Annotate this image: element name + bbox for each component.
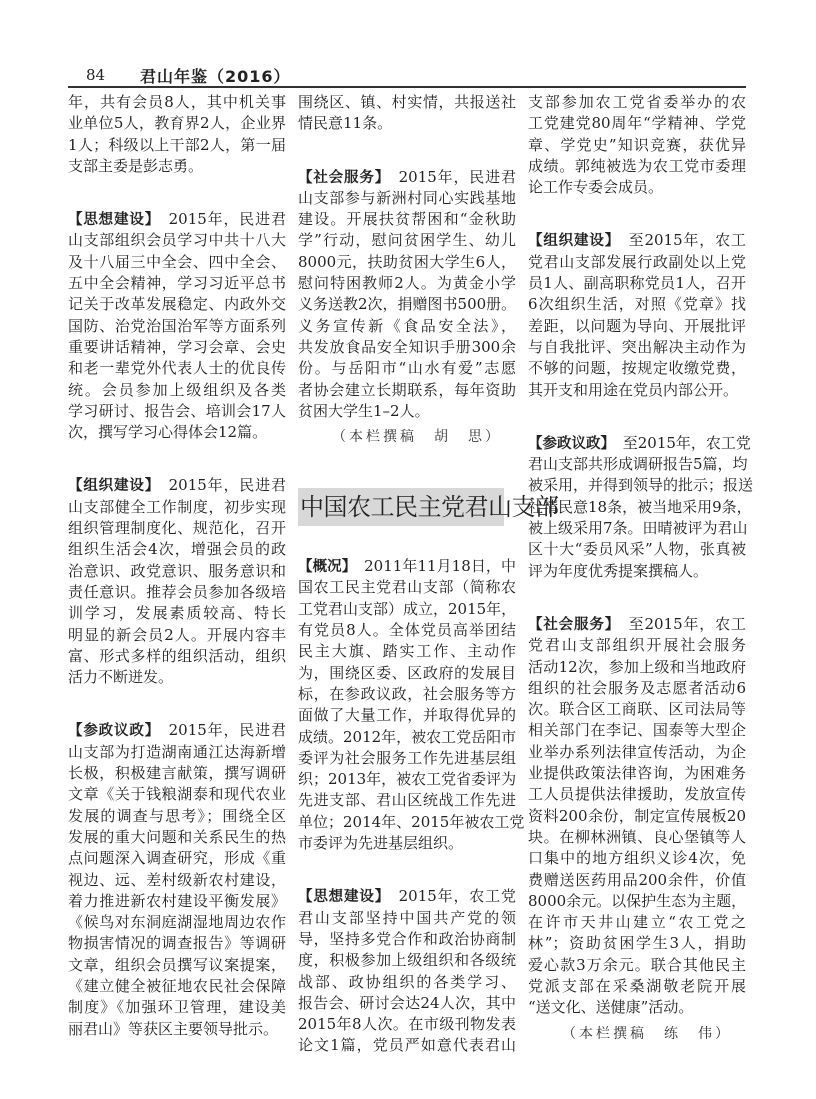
- text-line: [528, 657, 746, 678]
- line-text: 组织管理制度化、规范化，召开: [68, 519, 286, 538]
- text-line: [528, 678, 746, 699]
- line-text: 2015年，民进君: [152, 721, 286, 740]
- line-text: 6次组织生活，对照《党章》找: [528, 295, 746, 314]
- line-text: 评为年度优秀提案撰稿人。: [528, 561, 709, 580]
- section-heading: 【思想建设】: [298, 889, 383, 906]
- text-line: [528, 358, 746, 379]
- line-text: 明显的新会员2人。开展内容丰: [68, 625, 286, 644]
- line-text: 份。与岳阳市“山水有爱”志愿: [298, 359, 516, 378]
- text-line: [298, 92, 516, 113]
- line-text: 在许市天井山建立“农工党之: [528, 913, 746, 932]
- text-line: [298, 620, 516, 641]
- paragraph: [68, 209, 286, 443]
- text-line: [298, 769, 516, 790]
- line-text: 报告会、研讨会达24人次，其中: [298, 993, 516, 1012]
- line-text: 记关于改革发展稳定、内政外交: [68, 295, 286, 314]
- text-line: [68, 156, 286, 177]
- text-line: [528, 827, 746, 848]
- line-text: 8000余元。以保护生态为主题，: [528, 891, 747, 910]
- text-line: [528, 156, 746, 177]
- line-text: 点问题深入调查研究，形成《重: [68, 849, 286, 868]
- line-text: 先进支部、君山区统战工作先进: [298, 791, 516, 810]
- text-line: [68, 955, 286, 976]
- line-text: 为，围绕区委、区政府的发展目: [298, 663, 516, 682]
- text-line: [68, 933, 286, 954]
- section-heading: 【思想建设】: [68, 212, 153, 229]
- line-text: 文章，组织会员撰写议案提案，: [68, 955, 286, 974]
- line-text: 8000元，扶助贫困大学生6人，: [298, 252, 516, 271]
- text-line: [528, 784, 746, 805]
- text-line: [528, 976, 746, 997]
- text-line: [298, 993, 516, 1014]
- line-text: 工人员提供法律援助，发放宣传: [528, 785, 746, 804]
- author-credit: （本栏撰稿 练 伟）: [562, 1025, 732, 1042]
- text-line: [68, 230, 286, 251]
- text-line: [528, 763, 746, 784]
- column-left: [68, 92, 286, 1072]
- paragraph: [528, 230, 746, 400]
- line-text: 林”；资助贫困学生3人，捐助: [528, 934, 746, 953]
- text-line: [298, 273, 516, 294]
- line-text: 被上级采用7条。田晴被评为君山: [528, 519, 748, 538]
- line-text: 块。在柳林洲镇、良心堡镇等人: [528, 827, 746, 846]
- line-text: 2015年，民进君: [152, 210, 286, 229]
- text-line: [68, 646, 286, 667]
- text-line: [68, 827, 286, 848]
- section-heading: 【社会服务】: [528, 616, 613, 633]
- text-line: [68, 358, 286, 379]
- text-line: [298, 167, 516, 188]
- section-heading: 【概况】: [298, 559, 350, 576]
- line-text: 情民意11条。: [298, 114, 393, 133]
- author-credit: （本栏撰稿 胡 思）: [332, 429, 502, 446]
- line-text: 差距，以问题为导向、开展批评: [528, 316, 746, 335]
- text-line: [298, 380, 516, 401]
- text-line: [298, 209, 516, 230]
- line-text: 山支部为打造湖南通江达海新增: [68, 742, 286, 761]
- line-text: 党派支部在采桑湖敬老院开展: [528, 976, 746, 995]
- text-line: [298, 972, 516, 993]
- line-text: 民主大旗、踏实工作、主动作: [298, 642, 516, 661]
- text-line: [528, 273, 746, 294]
- line-text: 学”行动，慰问贫困学生、幼儿: [298, 231, 516, 250]
- text-line: [528, 497, 752, 518]
- line-text: 至2015年，农工: [612, 231, 746, 250]
- text-line: [68, 92, 286, 113]
- text-line: [528, 316, 746, 337]
- text-line: [298, 929, 516, 950]
- text-line: [528, 933, 746, 954]
- line-text: 资料200余份，制定宣传展板20: [528, 806, 746, 825]
- section-heading: 【社会服务】: [298, 169, 383, 186]
- text-line: [298, 950, 516, 971]
- section-heading: 【组织建设】: [68, 478, 153, 495]
- line-text: 重要讲话精神，学习会章、会史: [68, 337, 286, 356]
- section-heading: 【组织建设】: [528, 233, 613, 250]
- text-line: [68, 891, 286, 912]
- line-text: 组织生活会4次，增强会员的政: [68, 540, 286, 559]
- line-text: 与自我批评、突出解决主动作为: [528, 337, 746, 356]
- column-middle: [298, 92, 559, 1057]
- line-text: 视边、远、差村级新农村建设，: [68, 870, 286, 889]
- line-text: 和老一辈党外代表人士的优良传: [68, 359, 286, 378]
- line-text: 2015年，民进君: [382, 167, 516, 186]
- line-text: 工党君山支部）成立，2015年，: [298, 599, 517, 618]
- text-line: [298, 684, 516, 705]
- text-line: [298, 748, 516, 769]
- text-line: [298, 294, 516, 315]
- line-text: 活动12次，参加上级和当地政府: [528, 657, 746, 676]
- text-line: [528, 475, 754, 496]
- paragraph: [298, 886, 516, 1056]
- text-line: [298, 1014, 516, 1035]
- line-text: 单位；2014年、2015年被农工党: [298, 812, 525, 831]
- line-text: 织；2013年，被农工党省委评为: [298, 770, 517, 789]
- text-line: [528, 380, 746, 401]
- section-heading: 【参政议政】: [528, 435, 608, 452]
- line-text: 《建立健全被征地农民社会保障: [68, 976, 286, 995]
- line-text: 义务宣传新《食品安全法》，: [298, 316, 516, 335]
- text-line: [298, 113, 516, 134]
- line-text: 义务送教2次，捐赠图书500册。: [298, 295, 517, 314]
- paragraph: [528, 614, 746, 1019]
- line-text: 年，共有会员8人，其中机关事: [68, 93, 286, 111]
- paragraph: [528, 92, 746, 198]
- text-line: [528, 518, 746, 539]
- text-line: [68, 912, 286, 933]
- text-line: [68, 135, 286, 156]
- text-line: [68, 401, 286, 422]
- text-line: [528, 635, 746, 656]
- book-title: 君山年鉴（2016）: [140, 67, 291, 86]
- line-text: 市委评为先进基层组织。: [298, 834, 464, 853]
- text-line: [528, 561, 746, 582]
- text-line: [68, 763, 286, 784]
- text-line: [68, 997, 286, 1018]
- line-text: 五中全会精神，学习习近平总书: [68, 274, 286, 293]
- line-text: 区十大“委员风采”人物，张真被: [528, 540, 746, 559]
- text-line: [528, 230, 746, 251]
- line-text: 党君山支部组织开展社会服务: [528, 636, 746, 655]
- text-line: [528, 135, 746, 156]
- line-text: 社情民意18条，被当地采用9条，: [528, 497, 752, 516]
- line-text: 战部、政协组织的各类学习、: [298, 972, 516, 991]
- text-line: [68, 806, 286, 827]
- text-line: [298, 705, 516, 726]
- text-line: [528, 806, 746, 827]
- text-line: [528, 113, 746, 134]
- line-text: 责任意识。推荐会员参加各级培: [68, 582, 286, 601]
- section-heading: 【参政议政】: [68, 723, 153, 740]
- text-line: [528, 955, 746, 976]
- text-line: [298, 833, 516, 854]
- line-text: 制度》《加强环卫管理，建设美: [68, 998, 286, 1017]
- text-line: [528, 912, 746, 933]
- line-text: 不够的问题，按规定收缴党费，: [528, 359, 746, 378]
- line-text: 导，坚持多党合作和政治协商制: [298, 929, 516, 948]
- section-title: 中国农工民主党君山支部: [298, 488, 504, 526]
- line-text: 长极，积极建言献策，撰写调研: [68, 764, 286, 783]
- text-line: [528, 252, 746, 273]
- text-line: [528, 614, 746, 635]
- text-line: [298, 727, 516, 748]
- line-text: 国农工民主党君山支部（简称农: [298, 578, 516, 597]
- text-line: [68, 667, 286, 688]
- text-line: [528, 433, 751, 454]
- text-line: [298, 599, 516, 620]
- line-text: 被采用，并得到领导的批示；报送: [528, 476, 754, 495]
- line-text: 君山支部坚持中国共产党的领: [298, 908, 516, 927]
- line-text: 山支部参与新洲村同心实践基地: [298, 188, 516, 207]
- text-line: [68, 294, 286, 315]
- text-line: [528, 92, 746, 113]
- line-text: 业举办系列法律宣传活动，为企: [528, 742, 746, 761]
- text-line: [298, 886, 516, 907]
- text-line: [528, 891, 746, 912]
- line-text: 富、形式多样的组织活动，组织: [68, 646, 286, 665]
- line-text: 费赠送医药用品200余件，价值: [528, 870, 746, 889]
- text-line: [68, 539, 286, 560]
- text-line: [298, 790, 516, 811]
- column-right: [528, 92, 754, 1085]
- text-line: [298, 230, 516, 251]
- line-text: 论工作专委会成员。: [528, 178, 664, 197]
- line-text: 慰问特困教师2人。为黄金小学: [298, 274, 516, 293]
- text-line: [68, 848, 286, 869]
- text-line: [68, 1019, 286, 1040]
- line-text: 发展的调查与思考》；围绕全区: [68, 806, 286, 825]
- text-line: [68, 209, 286, 230]
- line-text: 委评为社会服务工作先进基层组: [298, 748, 516, 767]
- text-line: [298, 812, 525, 833]
- text-line: [528, 870, 746, 891]
- line-text: 建设。开展扶贫帮困和“金秋助: [298, 210, 516, 229]
- line-text: 相关部门在李记、国泰等大型企: [528, 721, 746, 740]
- line-text: 次。联合区工商联、区司法局等: [528, 700, 746, 719]
- text-line: [68, 784, 286, 805]
- line-text: 训学习，发展素质较高、特长: [68, 604, 286, 623]
- text-line: [68, 380, 286, 401]
- line-text: 丽君山》等获区主要领导批示。: [68, 1019, 279, 1038]
- text-line: [298, 252, 516, 273]
- line-text: 统。会员参加上级组织及各类: [68, 380, 286, 399]
- text-line: [68, 252, 286, 273]
- line-text: 治意识、政党意识、服务意识和: [68, 561, 286, 580]
- line-text: 学习研讨、报告会、培训会17人: [68, 401, 286, 420]
- text-line: [298, 556, 516, 577]
- text-line: [528, 848, 746, 869]
- line-text: 2015年，民进君: [152, 476, 286, 495]
- line-text: 论文1篇，党员严如意代表君山: [298, 1036, 516, 1055]
- paragraph: [298, 167, 516, 423]
- text-line: [298, 358, 516, 379]
- text-line: [298, 577, 516, 598]
- line-text: 1人；科级以上干部2人，第一届: [68, 135, 286, 154]
- text-line: [298, 401, 516, 422]
- line-text: 至2015年，农工党: [607, 433, 751, 452]
- text-line: [528, 742, 746, 763]
- line-text: 其开支和用途在党员内部公开。: [528, 380, 739, 399]
- text-line: [68, 422, 286, 443]
- line-text: 者协会建立长期联系，每年资助: [298, 380, 516, 399]
- text-line: [68, 475, 286, 496]
- text-line: [298, 188, 516, 209]
- line-text: 君山支部共形成调研报告5篇，均: [528, 455, 748, 474]
- paragraph: [68, 720, 286, 1039]
- line-text: 山支部组织会员学习中共十八大: [68, 231, 286, 250]
- paragraph: [528, 433, 754, 582]
- line-text: 组织的社会服务及志愿者活动6: [528, 678, 746, 697]
- line-text: 文章《关于钱粮湖泰和现代农业: [68, 785, 286, 804]
- line-text: 业提供政策法律咨询，为困难务: [528, 764, 746, 783]
- text-line: [68, 337, 286, 358]
- line-text: 口集中的地方组织义诊4次，免: [528, 849, 746, 868]
- line-text: 章、学党史”知识竞赛，获优异: [528, 135, 746, 154]
- text-line: [68, 625, 286, 646]
- header-rule: [68, 86, 746, 88]
- paragraph: [298, 556, 525, 854]
- line-text: 着力推进新农村建设平衡发展》: [68, 891, 286, 910]
- line-text: 及十八届三中全会、四中全会、: [68, 252, 286, 271]
- paragraph: [68, 475, 286, 688]
- line-text: 2011年11月18日，中: [349, 557, 516, 576]
- line-text: 围绕区、镇、村实情，共报送社: [298, 93, 516, 111]
- text-line: [528, 720, 746, 741]
- line-text: “送文化、送健康”活动。: [528, 998, 694, 1017]
- line-text: 党君山支部发展行政副处以上党: [528, 252, 746, 271]
- line-text: 业单位5人，教育界2人，企业界: [68, 114, 286, 133]
- line-text: 贫困大学生1–2人。: [298, 401, 430, 420]
- line-text: 工党建党80周年“学精神、学党: [528, 114, 746, 133]
- line-text: 面做了大量工作，并取得优异的: [298, 706, 516, 725]
- text-line: [298, 1035, 516, 1056]
- line-text: 2015年8人次。在市级刊物发表: [298, 1015, 516, 1034]
- text-line: [528, 337, 746, 358]
- text-line: [298, 337, 516, 358]
- line-text: 共发放食品安全知识手册300余: [298, 337, 516, 356]
- text-line: [68, 720, 286, 741]
- text-line: [528, 294, 746, 315]
- line-text: 有党员8人。全体党员高举团结: [298, 621, 516, 640]
- line-text: 支部参加农工党省委举办的农: [528, 93, 746, 111]
- line-text: 《候鸟对东洞庭湖湿地周边农作: [68, 913, 286, 932]
- line-text: 支部主委是彭志勇。: [68, 156, 204, 175]
- line-text: 标，在参政议政，社会服务等方: [298, 684, 516, 703]
- text-line: [68, 316, 286, 337]
- text-line: [68, 561, 286, 582]
- text-line: [528, 454, 746, 475]
- line-text: 成绩。2012年，被农工党岳阳市: [298, 727, 517, 746]
- text-line: [528, 177, 746, 198]
- text-line: [298, 316, 516, 337]
- text-line: [298, 641, 516, 662]
- line-text: 2015年，农工党: [382, 887, 516, 906]
- text-line: [68, 497, 286, 518]
- line-text: 次，撰写学习心得体会12篇。: [68, 423, 268, 442]
- line-text: 度，积极参加上级组织和各级统: [298, 951, 516, 970]
- text-line: [68, 742, 286, 763]
- text-line: [528, 539, 746, 560]
- line-text: 国防、治党治国治军等方面系列: [68, 316, 286, 335]
- page-number: 84: [86, 66, 106, 84]
- line-text: 发展的重大问题和关系民生的热: [68, 827, 286, 846]
- text-line: [68, 113, 286, 134]
- text-line: [68, 582, 286, 603]
- text-line: [68, 273, 286, 294]
- text-line: [528, 997, 746, 1018]
- paragraph: [298, 92, 516, 135]
- line-text: 山支部健全工作制度，初步实现: [68, 497, 286, 516]
- text-line: [68, 518, 286, 539]
- text-line: [68, 603, 286, 624]
- line-text: 物损害情况的调查报告》等调研: [68, 934, 286, 953]
- paragraph: [68, 92, 286, 177]
- line-text: 员1人、副高职称党员1人，召开: [528, 274, 746, 293]
- text-line: [298, 908, 516, 929]
- text-line: [68, 870, 286, 891]
- line-text: 爱心款3万余元。联合其他民主: [528, 955, 746, 974]
- line-text: 活力不断迸发。: [68, 668, 174, 687]
- text-line: [528, 699, 746, 720]
- text-line: [68, 976, 286, 997]
- line-text: 至2015年，农工: [612, 614, 746, 633]
- line-text: 成绩。郭纯被选为农工党市委理: [528, 156, 746, 175]
- text-line: [298, 663, 516, 684]
